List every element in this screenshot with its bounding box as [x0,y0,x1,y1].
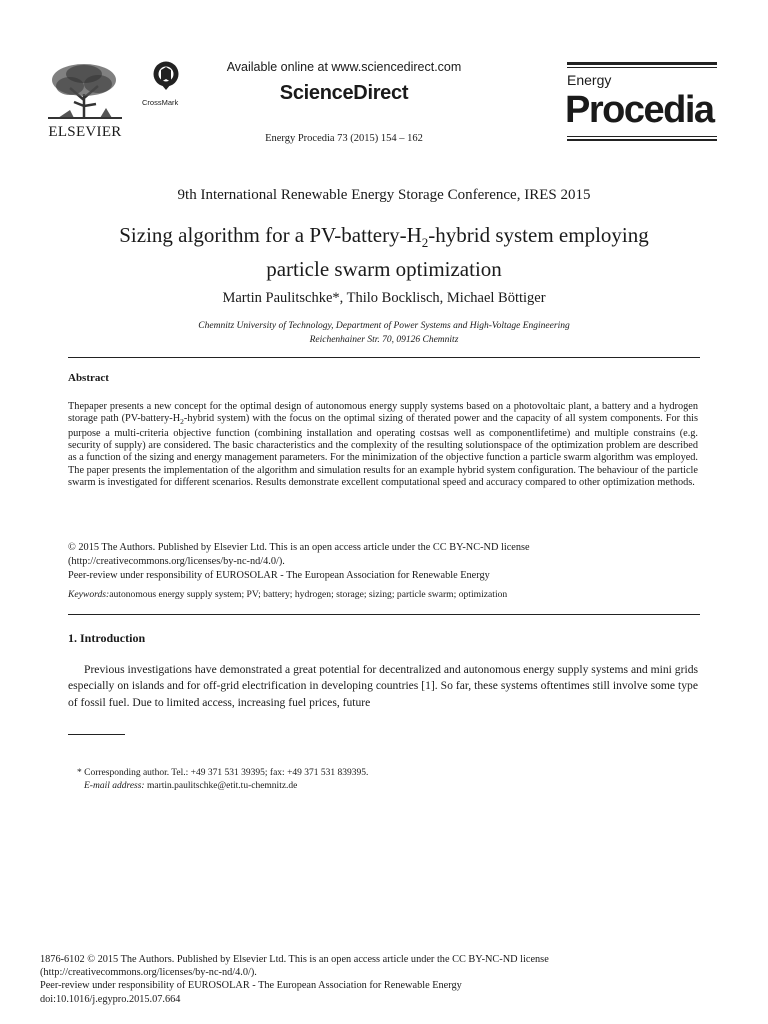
email-label: E-mail address: [84,781,145,791]
abstract-text-part: -hybrid system) with the focus on the optimal sizing of therated power and the capacity of all system components. For this purpose a multi-criteria objective function (combining installation and operating costsas well as componentlifetime) and multiple constrains (e.g. security of supply) are considered. The basic characteristics and the complexity of the resulting solutionspace of the optimization problem are described as a function of the sizing and energy management parameters. For the minimization of the objective function a particle swarm algorithm was employed. The paper presents the implementation of the algorithm and simulation results for an example hybrid system configuration. The behaviour of the particle swarm is investigated for different scenarios. Results demonstrate excellent computational speed and accuracy compared to other optimization methods. [68,413,699,488]
footer-doi[interactable]: doi:10.1016/j.egypro.2015.07.664 [40,993,181,1005]
footer-license-link[interactable]: (http://creativecommons.org/licenses/by-nc-nd/4.0/). [40,967,257,979]
journal-logo-rule [567,62,717,65]
section-rule [68,357,700,358]
keywords-list: autonomous energy supply system; PV; battery; hydrogen; storage; sizing; particle swarm; optimization [109,589,508,600]
peer-review-note: Peer-review under responsibility of EUROSOLAR - The European Association for Renewable Energy [68,570,490,581]
crossmark-icon [153,60,179,94]
elsevier-logo [40,60,130,140]
page-footer [40,953,740,1006]
journal-logo-rule [567,136,717,137]
journal-logo-rule [567,139,717,141]
abstract-body [68,401,698,489]
journal-logo-rule [567,67,717,68]
affiliation-line: Chemnitz University of Technology, Department of Power Systems and High-Voltage Engineering [198,321,570,331]
introduction-heading: 1. Introduction [68,631,146,645]
journal-reference: Energy Procedia 73 (2015) 154 – 162 [265,133,423,144]
affiliation [0,319,768,347]
email-address[interactable]: martin.paulitschke@etit.tu-chemnitz.de [144,781,298,791]
abstract-heading: Abstract [68,372,109,384]
conference-name: 9th International Renewable Energy Storage Conference, IRES 2015 [177,187,591,203]
title-line2: particle swarm optimization [266,257,502,282]
introduction-body: Previous investigations have demonstrated a great potential for decentralized and autonomous energy supply systems and mini grids especially on islands and for off-grid electrification in developing countries [1]. So far, these systems oftentimes still involve some type of fossil fuel. Due to limited access, increasing fuel prices, future [68,663,698,709]
paper-title [60,222,708,283]
abstract-text-part: Thepaper presents a new concept for the optimal design of autonomous energy supply systems based on a photovoltaic plant, a battery and a hydrogen storage path (PV-battery-H [68,401,698,425]
footer-line: 1876-6102 © 2015 The Authors. Published by Elsevier Ltd. This is an open access article under the CC BY-NC-ND license [40,954,549,965]
title-subscript: 2 [421,235,429,251]
crossmark-badge[interactable] [142,60,202,110]
elsevier-wordmark: ELSEVIER [48,124,122,140]
affiliation-line: Reichenhainer Str. 70, 09126 Chemnitz [309,335,459,345]
abstract-subscript: 2 [180,417,184,427]
license-line: © 2015 The Authors. Published by Elsevier Ltd. This is an open access article under the CC BY-NC-ND license [68,542,530,553]
title-part: Sizing algorithm for a PV-battery-H [119,223,422,247]
keywords [68,589,708,600]
footer-line: Peer-review under responsibility of EUROSOLAR - The European Association for Renewable Energy [40,980,462,992]
corresponding-author-note: * Corresponding author. Tel.: +49 371 531 39395; fax: +49 371 531 839395. [77,768,369,778]
available-online-text[interactable]: Available online at www.sciencedirect.com [226,60,462,74]
license-link[interactable]: (http://creativecommons.org/licenses/by-nc-nd/4.0/). [68,556,285,567]
journal-logo-small: Energy [567,72,612,88]
keywords-label: Keywords: [68,589,110,600]
crossmark-label: CrossMark [142,98,179,107]
license-notice [68,541,708,583]
email-note [84,780,297,793]
journal-logo-large: Procedia [565,89,714,131]
section-rule [68,614,700,615]
sciencedirect-logo: ScienceDirect [279,82,409,104]
author-list: Martin Paulitschke*, Thilo Bocklisch, Michael Böttiger [222,290,546,306]
title-part: -hybrid system employing [428,223,649,247]
footnote-rule [68,734,125,735]
